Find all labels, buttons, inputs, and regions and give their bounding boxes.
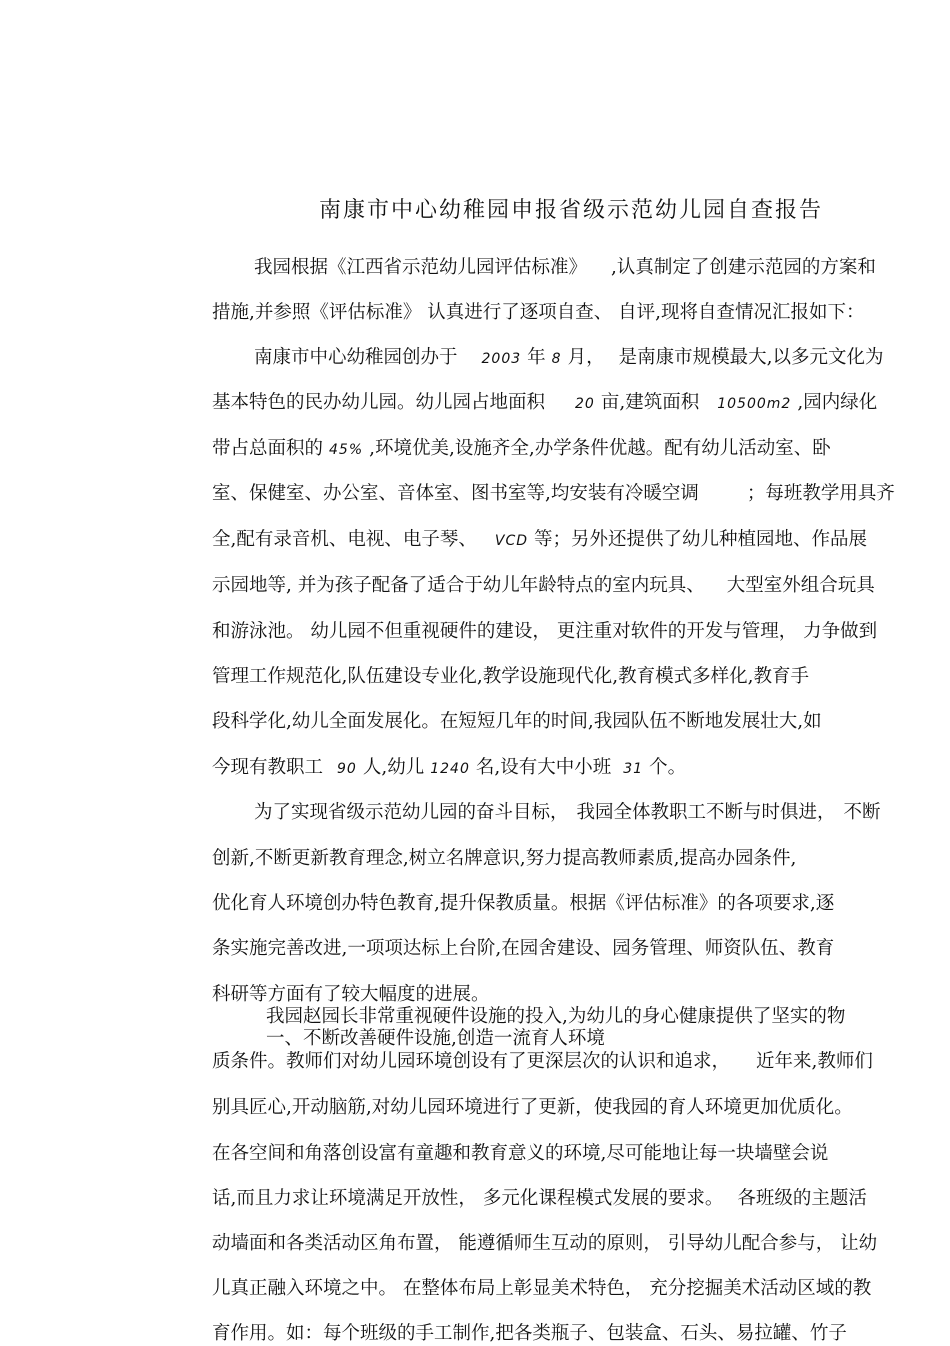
- text-segment: 是南康市规模最大,以多元文化为: [618, 347, 884, 368]
- paragraph-line: 在各空间和角落创设富有童趣和教育意义的环境,尽可能地让每一块墙壁会说: [212, 1143, 829, 1164]
- text-segment: 示园地等, 并为孩子配备了适合于幼儿年龄特点的室内玩具、: [212, 575, 705, 596]
- building-area: 10500m2: [717, 396, 792, 412]
- paragraph-line: 科研等方面有了较大幅度的进展。: [212, 984, 490, 1005]
- founding-year: 2003: [481, 351, 522, 367]
- section-heading: 一、不断改善硬件设施,创造一流育人环境: [266, 1028, 605, 1049]
- text-segment: 多元化课程模式发展的要求。: [482, 1188, 724, 1209]
- text-segment: 等；另外还提供了幼儿种植园地、作品展: [534, 529, 868, 550]
- text-segment: 近年来,教师们: [756, 1051, 873, 1072]
- green-percentage: 45%: [329, 442, 364, 458]
- children-count: 1240: [430, 761, 470, 777]
- text-segment: 为了实现省级示范幼儿园的奋斗目标，: [254, 802, 569, 823]
- text-segment: 南康市中心幼稚园创办于: [254, 347, 458, 368]
- paragraph-line: 管理工作规范化,队伍建设专业化,教学设施现代化,教育模式多样化,教育手: [212, 666, 810, 687]
- text-segment: 室、保健室、办公室、音体室、图书室等,均安装有冷暖空调: [212, 483, 699, 504]
- paragraph-line: [212, 391, 877, 416]
- paragraph-line: 动墙面和各类活动区角布置， 能遵循师生互动的原则， 引导幼儿配合参与， 让幼: [212, 1233, 878, 1254]
- paragraph-line: 优化育人环境创办特色教育,提升保教质量。根据《评估标准》的各项要求,逐: [212, 893, 835, 914]
- paragraph-line: 和游泳池。 幼儿园不但重视硬件的建设， 更注重对软件的开发与管理， 力争做到: [212, 621, 878, 642]
- paragraph-line: [212, 1050, 873, 1074]
- paragraph-line: 我园赵园长非常重视硬件设施的投入,为幼儿的身心健康提供了坚实的物: [266, 1006, 846, 1027]
- paragraph-line: [212, 756, 686, 781]
- class-count: 31: [623, 761, 644, 777]
- text-segment: 全,配有录音机、电视、电子琴、: [212, 529, 477, 550]
- report-title: 南康市中心幼稚园申报省级示范幼儿园自查报告: [318, 198, 823, 223]
- paragraph-line: [254, 256, 876, 280]
- vcd-text: VCD: [494, 533, 529, 549]
- staff-count: 90: [337, 761, 357, 777]
- text-segment: 大型室外组合玩具: [726, 575, 875, 596]
- text-segment: ,园内绿化: [797, 392, 878, 413]
- text-segment: 个。: [649, 757, 687, 778]
- paragraph-line: 创新,不断更新教育理念,树立名牌意识,努力提高教师素质,提高办园条件,: [212, 848, 797, 869]
- paragraph-line: [212, 482, 895, 506]
- text-segment: ；每班教学用具齐: [746, 483, 895, 504]
- paragraph-line: [212, 574, 875, 598]
- text-segment: 带占总面积的: [212, 438, 324, 459]
- text-segment: 基本特色的民办幼儿园。幼儿园占地面积: [212, 392, 546, 413]
- text-segment: 各班级的主题活: [737, 1188, 867, 1209]
- paragraph-line: [212, 528, 867, 553]
- founding-month: 8: [551, 351, 562, 367]
- text-segment: 我园根据《江西省示范幼儿园评估标准》: [254, 257, 588, 278]
- text-segment: 人,幼儿: [362, 757, 425, 778]
- text-segment: 月，: [567, 347, 605, 368]
- paragraph-line: 育作用。如：每个班级的手工制作,把各类瓶子、包装盒、石头、易拉罐、竹子: [212, 1323, 847, 1344]
- text-segment: 亩,建筑面积: [600, 392, 700, 413]
- text-segment: 不断: [843, 802, 881, 823]
- paragraph-line: 条实施完善改进,一项项达标上台阶,在园舍建设、园务管理、师资队伍、教育: [212, 938, 835, 959]
- text-segment: 名,设有大中小班: [475, 757, 612, 778]
- paragraph-line: [254, 346, 884, 371]
- text-segment: ,认真制定了创建示范园的方案和: [611, 257, 876, 278]
- paragraph-line: [212, 1187, 867, 1211]
- paragraph-line: [254, 801, 881, 825]
- text-segment: 今现有教职工: [212, 757, 324, 778]
- paragraph-line: [212, 437, 831, 462]
- text-segment: 年: [527, 347, 546, 368]
- paragraph-line: 段科学化,幼儿全面发展化。在短短几年的时间,我园队伍不断地发展壮大,如: [212, 711, 822, 732]
- text-segment: ,环境优美,设施齐全,办学条件优越。配有幼儿活动室、卧: [369, 438, 831, 459]
- paragraph-line: 别具匠心,开动脑筋,对幼儿园环境进行了更新，使我园的育人环境更加优质化。: [212, 1097, 853, 1118]
- text-segment: 质条件。教师们对幼儿园环境创设有了更深层次的认识和追求，: [212, 1051, 731, 1072]
- land-area: 20: [575, 396, 595, 412]
- paragraph-line: 儿真正融入环境之中。 在整体布局上彰显美术特色， 充分挖掘美术活动区域的教: [212, 1278, 872, 1299]
- text-segment: 我园全体教职工不断与时俱进，: [576, 802, 836, 823]
- text-segment: 话,而且力求让环境满足开放性，: [212, 1188, 477, 1209]
- paragraph-line: 措施,并参照《评估标准》 认真进行了逐项自查、 自评,现将自查情况汇报如下：: [212, 302, 865, 323]
